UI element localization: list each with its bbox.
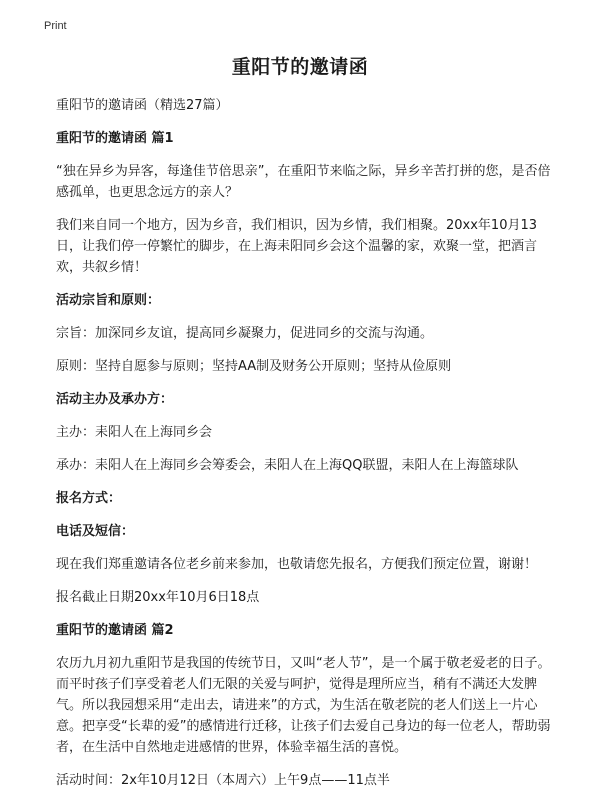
host-text: 主办：耒阳人在上海同乡会 [56,425,213,440]
deadline-text: 报名截止日期20xx年10月6日18点 [56,590,260,605]
part1-paragraph-1: “独在异乡为异客，每逢佳节倍思亲”，在重阳节来临之际，异乡辛苦打拼的您，是否倍感孤单，也更思念远方的亲人？ [56,164,551,200]
print-label: Print [44,20,67,32]
document-title: 重阳节的邀请函 [231,56,369,78]
invite-text: 现在我们郑重邀请各位老乡前来参加，也敬请您先报名，方便我们预定位置，谢谢！ [56,557,538,572]
section-heading-part1: 重阳节的邀请函 篇1 [56,131,174,146]
section-heading-signup: 报名方式： [56,491,122,506]
section-heading-contact: 电话及短信： [56,524,135,539]
section-heading-part2: 重阳节的邀请函 篇2 [56,623,174,638]
section-heading-organizer: 活动主办及承办方： [56,392,174,407]
undertaker-text: 承办：耒阳人在上海同乡会筹委会，耒阳人在上海QQ联盟，耒阳人在上海篮球队 [56,458,519,473]
section-heading-purpose: 活动宗旨和原则： [56,293,161,308]
part2-paragraph-1: 农历九月初九重阳节是我国的传统节日，又叫“老人节”，是一个属于敬老爱老的日子。而平时孩子们享受着老人们无限的关爱与呵护，觉得是理所应当，稍有不满还大发脾气。所以我园想采用“走出去，请进来”的方式，为生活在敬老院的老人们送上一片心意。把享受“长辈的爱”的感情进行迁移，让孩子们去爱自己身边的每一位老人，帮助弱者，在生活中自然地走进感情的世界，体验幸福生活的喜悦。 [56,656,551,755]
principle-text: 原则：坚持自愿参与原则；坚持AA制及财务公开原则；坚持从俭原则 [56,359,452,374]
document-body [56,95,562,803]
activity-time: 活动时间：2x年10月12日（本周六）上午9点——11点半 [56,773,390,788]
part1-paragraph-2: 我们来自同一个地方，因为乡音，我们相识，因为乡情，我们相聚。20xx年10月13日，让我们停一停繁忙的脚步，在上海耒阳同乡会这个温馨的家，欢聚一堂，把酒言欢，共叙乡情！ [56,218,538,275]
document-subtitle: 重阳节的邀请函（精选27篇） [56,98,229,113]
purpose-text: 宗旨：加深同乡友谊，提高同乡凝聚力，促进同乡的交流与沟通。 [56,326,434,341]
